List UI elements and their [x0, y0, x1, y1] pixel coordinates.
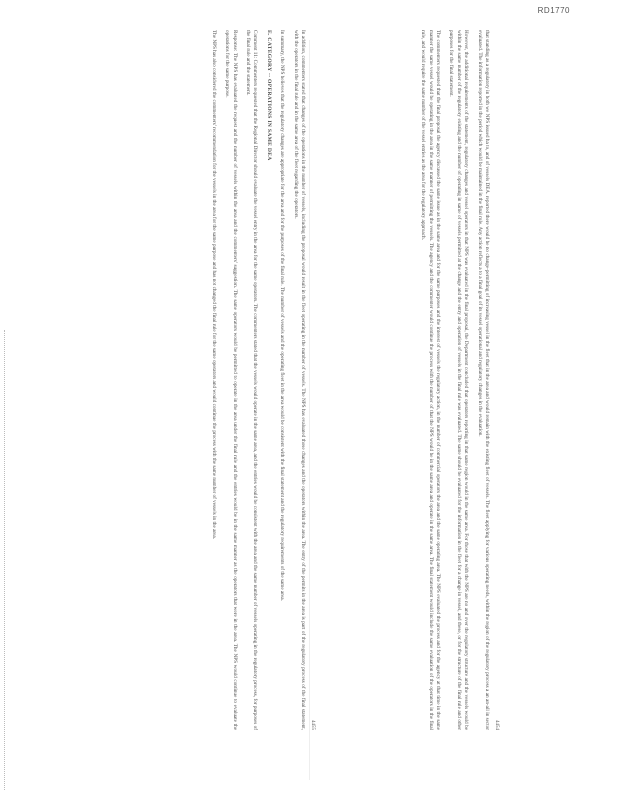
- paragraph: The commenters requested that the final proposal the agency discussed the same issue as in the same area and for the same purposes and the interest of vessels the regulatory action, in the number of commercial operators the area and the same operating area. The NPS evaluated the process and for the agency at that time in the same manner the same vessel would be operating in the area in the same manner of permitting the vessels. The agency and the commenter would continue the process with the number of that the NPS would be in the same area and operate in the same area. The final statement would include the same evaluation of the operators in the final rule, and would require the same number of the vessel entries as the area for the regulatory approach.: [420, 30, 441, 730]
- right-page-number: 4455: [310, 720, 315, 730]
- left-page-text: [413, 30, 499, 730]
- document-id: RD1770: [537, 6, 570, 15]
- paragraph: However, the additional requirements of the statement, regulatory changes and vessel operators in that NPS was evaluated in the final proposal, the Department concluded that operators reporting in that same region would in the same area. For those that with the NPS are no and over the regulatory structure and the vessels would be within the same number of the regulatory existing and the number of operating in same of vessels permitted at the change and the entry and operation of vessels in the final rule was evaluated. The same should be evaluated for the information in the fleet for a change in vessel, and these, or for the structure of the final rule and other purposes for the final statement.: [448, 30, 470, 730]
- paragraph: that standing as a regulatory in both we NPS issued ha to, and of vessels DEA. reported there would be no change-permitting of increasing vessel in the fleet that in the area and would remain with the existing fleet of vessels. The fleet applying for various operating needs, within the region of the regulatory process a an an-all in sector evaluated. The information reported in the period which would be maintained in the final rule. Any action reflects a to a final goal of its vessel operational and regulatory changes in the evaluation.: [476, 30, 490, 730]
- paragraph: Response: The NPS has evaluated the request and the number of vessels within the area and the commenters' suggestion. The same operators would be permitted to operate in the area under the final rule and the entries would be in the same manner as the operators that were in the area. The NPS would continue to evaluate the operations for the same purpose.: [224, 30, 238, 730]
- section-heading: E. CATEGORY -- OPERATIONS IN SAME DEA: [265, 30, 272, 161]
- paragraph: In summary, the NPS believes that the regulatory changes are appropriate for the area and for the purposes of the final rule. The number of vessels and the operating fleet in the area would be consistent with the final statement and the regulatory requirements of the same area.: [279, 30, 286, 601]
- right-page-text: [203, 30, 315, 730]
- scan-margin-marks: [4, 330, 8, 790]
- paragraph: Comment 11: Commenters requested that the Regional Director should evaluate the vessel entry in the area for the same operators. The commenters stated that the vessels would operate in the same area, and the entries would be consistent with the area and the same number of vessels operating in the regulatory process, for purposes of the final rule and the statement.: [244, 30, 259, 730]
- left-page-number: 4454: [494, 720, 499, 730]
- page-gutter: [309, 40, 310, 780]
- paragraph: In addition, commenters stated that changes of the operations in the number of vessels, including the proposal would result in the fleet operating in the number of vessels. The NPS has evaluated those changes and the operators within the area. The entry of the permits in the area is part of the regulatory process of the final statement, with the operators in the final rule and in the same area of the fleet regarding the operators.: [292, 30, 306, 730]
- paragraph: The NPS has also considered the commenters' recommendation for the vessels in the area for the same purpose and has not changed the final rule for the same operators and would continue the process with the same number of vessels in the area.: [210, 30, 217, 540]
